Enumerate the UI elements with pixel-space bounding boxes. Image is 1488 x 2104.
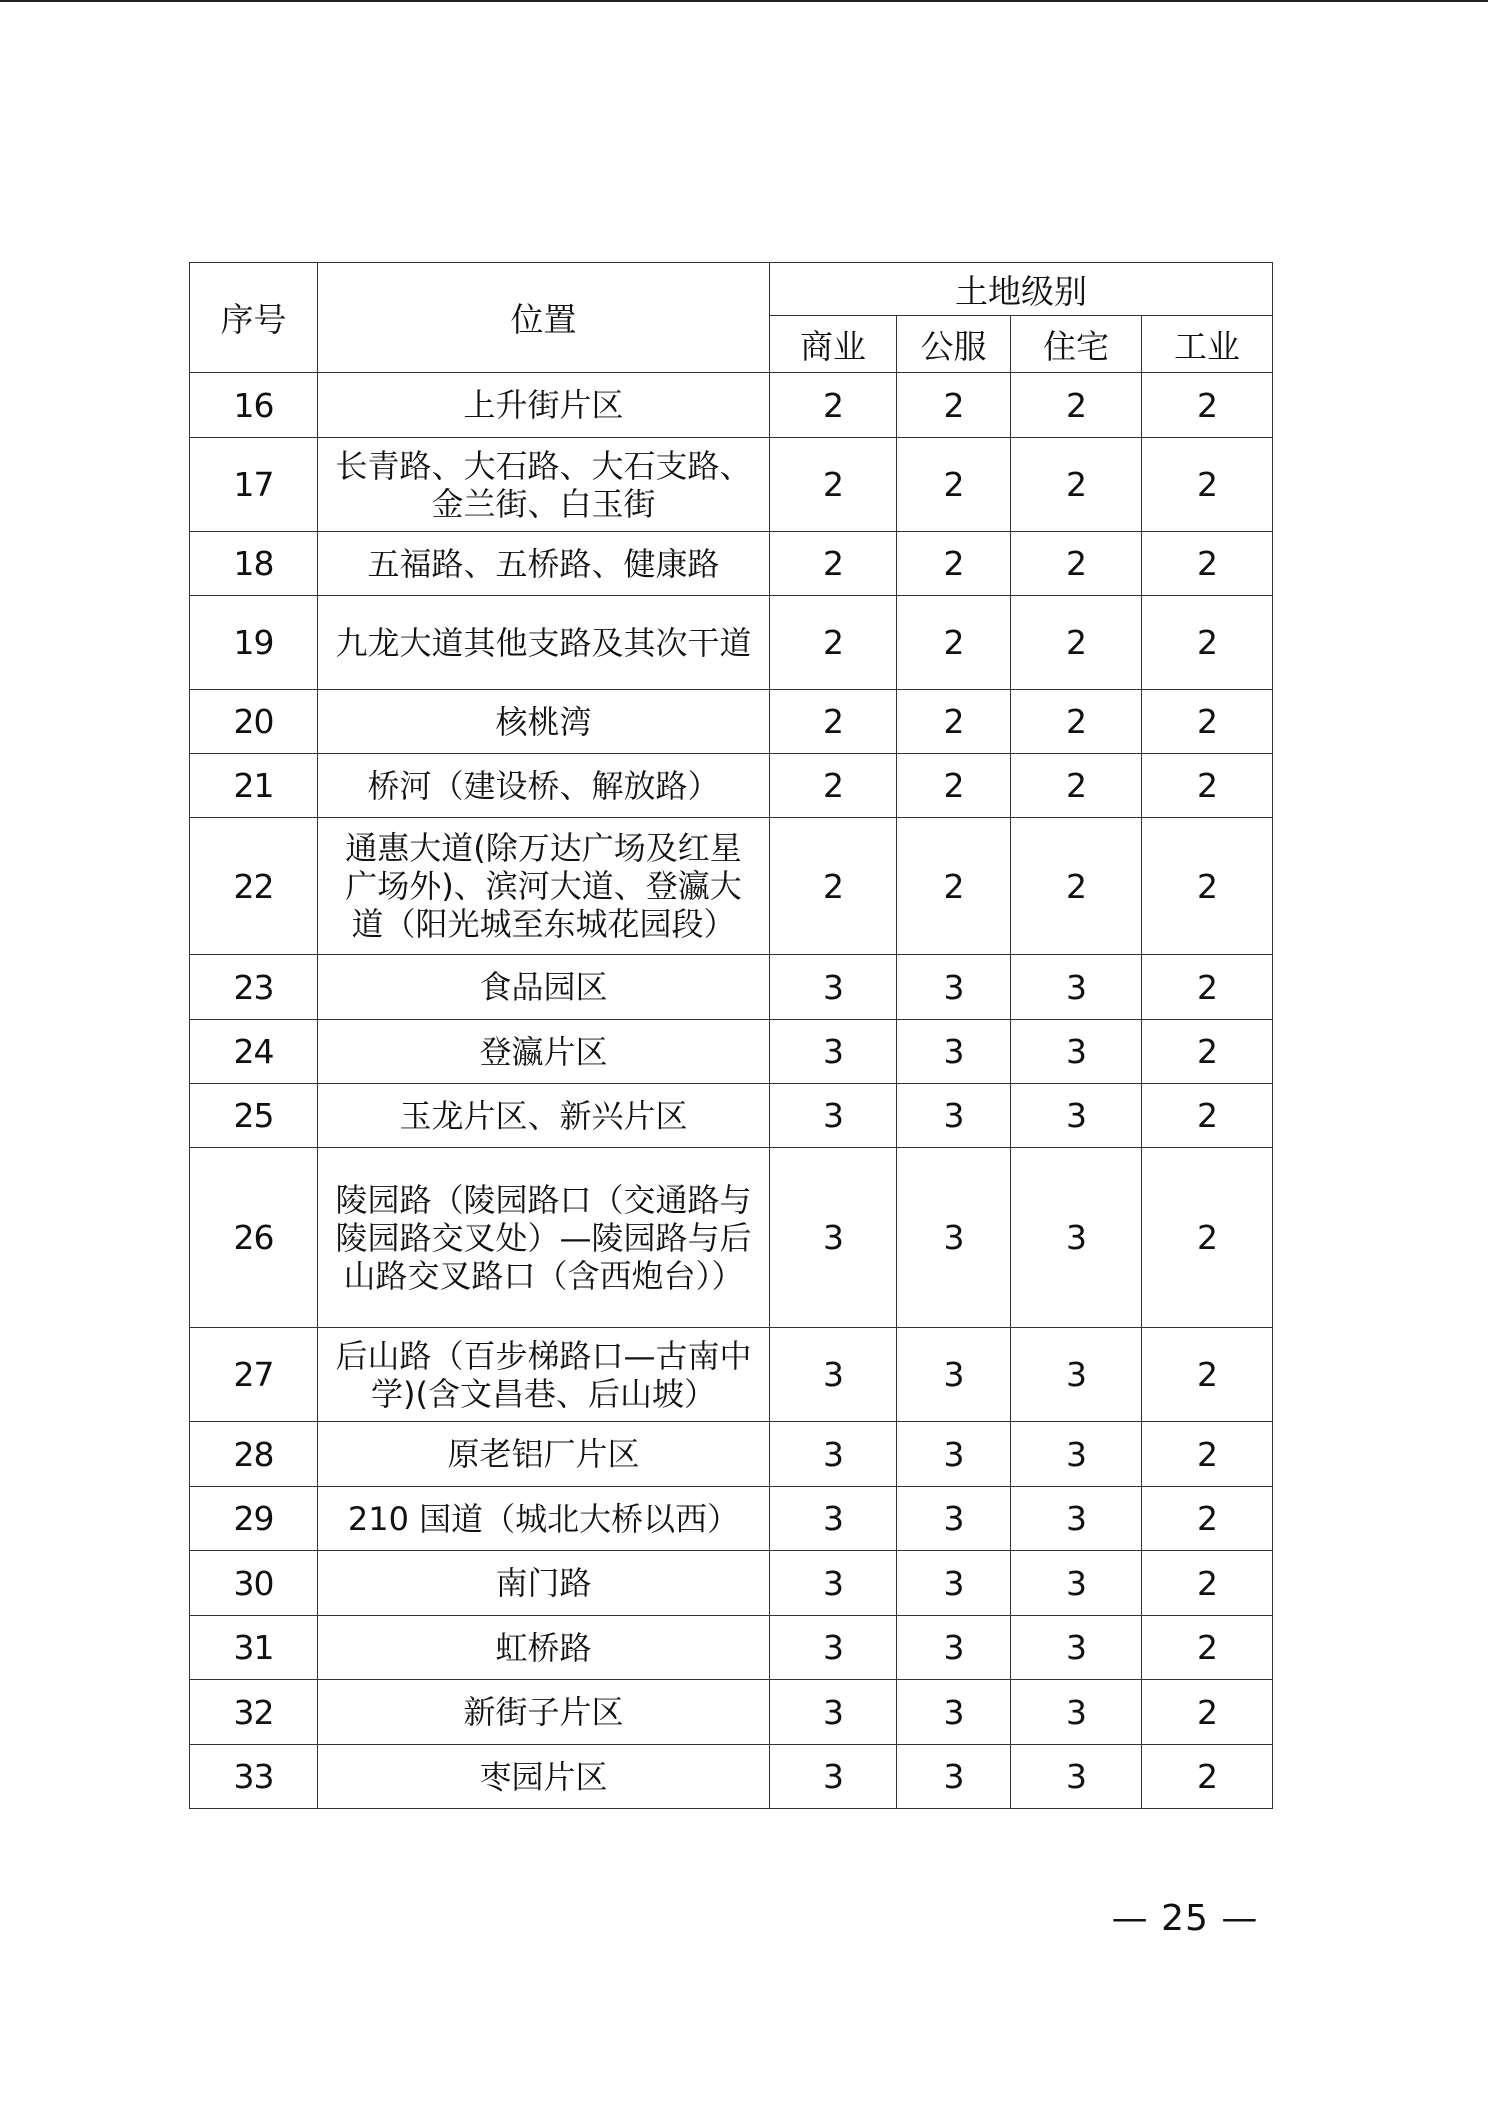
cell-residential: 3 xyxy=(1011,1422,1142,1487)
cell-industrial: 2 xyxy=(1142,532,1273,596)
cell-industrial: 2 xyxy=(1142,1422,1273,1487)
cell-commercial: 3 xyxy=(770,1745,897,1809)
cell-index: 23 xyxy=(190,955,318,1020)
header-location: 位置 xyxy=(318,263,770,373)
cell-location: 五福路、五桥路、健康路 xyxy=(318,532,770,596)
cell-residential: 3 xyxy=(1011,1148,1142,1328)
cell-residential: 3 xyxy=(1011,1020,1142,1084)
cell-location: 食品园区 xyxy=(318,955,770,1020)
cell-index: 16 xyxy=(190,373,318,438)
cell-index: 19 xyxy=(190,596,318,690)
table-row xyxy=(190,1422,1273,1487)
cell-commercial: 3 xyxy=(770,1084,897,1148)
cell-residential: 3 xyxy=(1011,1551,1142,1616)
cell-industrial: 2 xyxy=(1142,1020,1273,1084)
cell-index: 25 xyxy=(190,1084,318,1148)
cell-commercial: 3 xyxy=(770,1328,897,1422)
cell-location: 虹桥路 xyxy=(318,1616,770,1680)
cell-residential: 3 xyxy=(1011,1616,1142,1680)
cell-index: 30 xyxy=(190,1551,318,1616)
cell-location: 通惠大道(除万达广场及红星广场外)、滨河大道、登瀛大道（阳光城至东城花园段） xyxy=(318,818,770,955)
cell-industrial: 2 xyxy=(1142,1745,1273,1809)
cell-public-service: 3 xyxy=(897,1328,1011,1422)
table-row xyxy=(190,532,1273,596)
cell-location: 原老铝厂片区 xyxy=(318,1422,770,1487)
cell-commercial: 2 xyxy=(770,438,897,532)
cell-industrial: 2 xyxy=(1142,1487,1273,1551)
table-row xyxy=(190,1020,1273,1084)
cell-industrial: 2 xyxy=(1142,1616,1273,1680)
cell-public-service: 3 xyxy=(897,955,1011,1020)
table-body xyxy=(190,373,1273,1809)
cell-commercial: 2 xyxy=(770,532,897,596)
cell-public-service: 3 xyxy=(897,1680,1011,1745)
cell-commercial: 2 xyxy=(770,596,897,690)
cell-location: 核桃湾 xyxy=(318,690,770,754)
cell-index: 31 xyxy=(190,1616,318,1680)
cell-index: 26 xyxy=(190,1148,318,1328)
cell-commercial: 2 xyxy=(770,818,897,955)
table-row xyxy=(190,818,1273,955)
cell-commercial: 2 xyxy=(770,373,897,438)
cell-industrial: 2 xyxy=(1142,1551,1273,1616)
cell-index: 24 xyxy=(190,1020,318,1084)
cell-industrial: 2 xyxy=(1142,754,1273,818)
cell-location: 210 国道（城北大桥以西） xyxy=(318,1487,770,1551)
cell-index: 21 xyxy=(190,754,318,818)
cell-industrial: 2 xyxy=(1142,1328,1273,1422)
cell-public-service: 3 xyxy=(897,1616,1011,1680)
cell-location: 后山路（百步梯路口—古南中学)(含文昌巷、后山坡） xyxy=(318,1328,770,1422)
cell-industrial: 2 xyxy=(1142,818,1273,955)
cell-industrial: 2 xyxy=(1142,1084,1273,1148)
cell-residential: 2 xyxy=(1011,818,1142,955)
cell-residential: 2 xyxy=(1011,690,1142,754)
cell-residential: 2 xyxy=(1011,532,1142,596)
cell-public-service: 2 xyxy=(897,532,1011,596)
cell-commercial: 3 xyxy=(770,1680,897,1745)
cell-residential: 3 xyxy=(1011,1084,1142,1148)
cell-residential: 3 xyxy=(1011,955,1142,1020)
cell-commercial: 3 xyxy=(770,1148,897,1328)
table-row xyxy=(190,438,1273,532)
cell-public-service: 3 xyxy=(897,1745,1011,1809)
cell-public-service: 3 xyxy=(897,1020,1011,1084)
cell-residential: 3 xyxy=(1011,1745,1142,1809)
header-index: 序号 xyxy=(190,263,318,373)
table-row xyxy=(190,1616,1273,1680)
cell-commercial: 2 xyxy=(770,754,897,818)
cell-public-service: 2 xyxy=(897,754,1011,818)
page-number: — 25 — xyxy=(1111,1898,1259,1939)
cell-residential: 3 xyxy=(1011,1328,1142,1422)
cell-index: 28 xyxy=(190,1422,318,1487)
cell-public-service: 2 xyxy=(897,596,1011,690)
cell-location: 枣园片区 xyxy=(318,1745,770,1809)
cell-public-service: 3 xyxy=(897,1422,1011,1487)
cell-location: 桥河（建设桥、解放路） xyxy=(318,754,770,818)
cell-location: 登瀛片区 xyxy=(318,1020,770,1084)
header-residential: 住宅 xyxy=(1011,316,1142,373)
table-row xyxy=(190,1745,1273,1809)
table-row xyxy=(190,596,1273,690)
cell-public-service: 3 xyxy=(897,1487,1011,1551)
cell-location: 玉龙片区、新兴片区 xyxy=(318,1084,770,1148)
table-row xyxy=(190,754,1273,818)
cell-public-service: 2 xyxy=(897,818,1011,955)
cell-location: 陵园路（陵园路口（交通路与陵园路交叉处）—陵园路与后山路交叉路口（含西炮台）） xyxy=(318,1148,770,1328)
cell-index: 29 xyxy=(190,1487,318,1551)
cell-commercial: 3 xyxy=(770,1422,897,1487)
table-row xyxy=(190,1148,1273,1328)
header-public-service: 公服 xyxy=(897,316,1011,373)
cell-industrial: 2 xyxy=(1142,373,1273,438)
cell-commercial: 3 xyxy=(770,1020,897,1084)
header-land-grade: 土地级别 xyxy=(770,263,1273,316)
cell-public-service: 3 xyxy=(897,1551,1011,1616)
cell-residential: 2 xyxy=(1011,596,1142,690)
cell-industrial: 2 xyxy=(1142,438,1273,532)
cell-index: 27 xyxy=(190,1328,318,1422)
table-row xyxy=(190,1551,1273,1616)
cell-public-service: 2 xyxy=(897,690,1011,754)
cell-location: 南门路 xyxy=(318,1551,770,1616)
cell-location: 长青路、大石路、大石支路、金兰街、白玉街 xyxy=(318,438,770,532)
cell-commercial: 3 xyxy=(770,1616,897,1680)
cell-industrial: 2 xyxy=(1142,955,1273,1020)
cell-index: 22 xyxy=(190,818,318,955)
cell-public-service: 2 xyxy=(897,438,1011,532)
cell-residential: 2 xyxy=(1011,754,1142,818)
cell-residential: 3 xyxy=(1011,1680,1142,1745)
table-row xyxy=(190,1328,1273,1422)
cell-index: 33 xyxy=(190,1745,318,1809)
cell-index: 20 xyxy=(190,690,318,754)
cell-location: 上升街片区 xyxy=(318,373,770,438)
cell-residential: 3 xyxy=(1011,1487,1142,1551)
cell-residential: 2 xyxy=(1011,438,1142,532)
top-border xyxy=(0,0,1488,2)
table-row xyxy=(190,1084,1273,1148)
land-grade-table xyxy=(189,262,1273,1809)
table-row xyxy=(190,1487,1273,1551)
cell-location: 新街子片区 xyxy=(318,1680,770,1745)
table-row xyxy=(190,690,1273,754)
cell-industrial: 2 xyxy=(1142,690,1273,754)
table-row xyxy=(190,373,1273,438)
cell-public-service: 2 xyxy=(897,373,1011,438)
cell-commercial: 3 xyxy=(770,1487,897,1551)
cell-commercial: 3 xyxy=(770,1551,897,1616)
table-row xyxy=(190,1680,1273,1745)
cell-location: 九龙大道其他支路及其次干道 xyxy=(318,596,770,690)
cell-residential: 2 xyxy=(1011,373,1142,438)
cell-industrial: 2 xyxy=(1142,1148,1273,1328)
cell-commercial: 2 xyxy=(770,690,897,754)
cell-public-service: 3 xyxy=(897,1084,1011,1148)
cell-public-service: 3 xyxy=(897,1148,1011,1328)
cell-industrial: 2 xyxy=(1142,596,1273,690)
header-commercial: 商业 xyxy=(770,316,897,373)
header-industrial: 工业 xyxy=(1142,316,1273,373)
cell-index: 32 xyxy=(190,1680,318,1745)
cell-index: 18 xyxy=(190,532,318,596)
cell-industrial: 2 xyxy=(1142,1680,1273,1745)
cell-index: 17 xyxy=(190,438,318,532)
table-row xyxy=(190,955,1273,1020)
cell-commercial: 3 xyxy=(770,955,897,1020)
